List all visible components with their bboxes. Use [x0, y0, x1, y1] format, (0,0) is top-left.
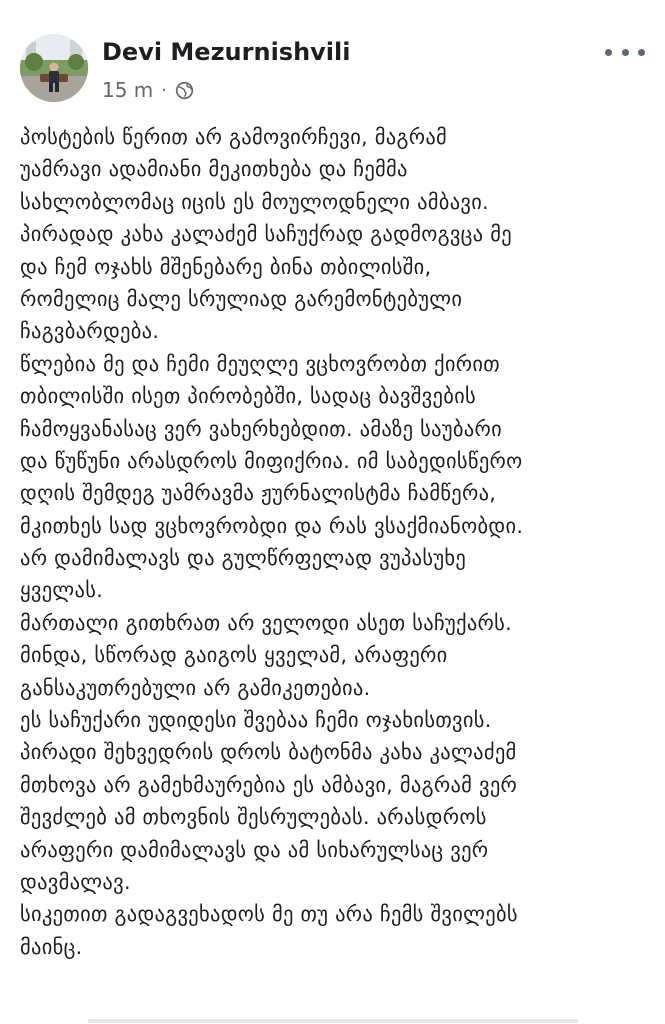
- post-text-line: წლებია მე და ჩემი მეუღლე ვცხოვრობთ ქირით: [20, 351, 500, 376]
- post-text-line: მართალი გითხრათ არ ველოდი ასეთ საჩუქარს.: [20, 610, 512, 635]
- post-text-line: მინდა, სწორად გაიგოს ყველამ, არაფერი: [20, 643, 448, 668]
- post-text-line: და წუწუნი არასდროს მიფიქრია. იმ საბედისწერო: [20, 448, 523, 473]
- bottom-divider: [88, 1019, 578, 1023]
- post-text-line: დღის შემდეგ უამრავმა ჟურნალისტმა ჩამწერა,: [20, 481, 497, 506]
- more-dots-icon: [605, 49, 612, 56]
- post-text-line: რომელიც მალე სრულიად გარემონტებული: [20, 286, 463, 311]
- post-text-line: და ჩემ ოჯახს მშენებარე ბინა თბილისში,: [20, 254, 432, 279]
- author-avatar[interactable]: [20, 34, 88, 102]
- post-text-line: დავმალავ.: [20, 869, 131, 894]
- meta-separator: ·: [161, 79, 168, 101]
- post-meta: [102, 78, 194, 102]
- post-text-line: სიკეთით გადაგვეხადოს მე თუ არა ჩემს შვილებს: [20, 902, 518, 927]
- post-timestamp[interactable]: 15 m: [102, 78, 154, 102]
- post-text-line: პირადი შეხვედრის დროს ბატონმა კახა კალაძემ: [20, 740, 517, 765]
- post-text-line: ყველას.: [20, 578, 104, 603]
- post-text-line: არაფერი დამიმალავს და ამ სიხარულსაც ვერ: [20, 837, 489, 862]
- more-dots-icon: [622, 49, 629, 56]
- post-text-line: ჩაგვბარდება.: [20, 319, 160, 344]
- post-text-line: მაინც.: [20, 934, 83, 959]
- post-text-line: პოსტების წერით არ გამოვირჩევი, მაგრამ: [20, 125, 448, 149]
- post-text-line: სახლობლომაც იცის ეს მოულოდნელი ამბავი.: [20, 189, 489, 214]
- post-text-line: პირადად კახა კალაძემ საჩუქრად გადმოგვცა მე: [20, 222, 512, 247]
- post-text-line: მკითხეს სად ვცხოვრობდი და რას ვსაქმიანობდი.: [20, 513, 524, 538]
- globe-icon[interactable]: [175, 81, 194, 100]
- post-text-line: ჩამოყვანასაც ვერ ვახერხებდით. ამაზე საუბარი: [20, 416, 503, 441]
- avatar-photo: [20, 34, 88, 102]
- post-text-line: თბილისში ისეთ პირობებში, სადაც ბავშვების: [20, 384, 477, 409]
- post-text-line: არ დამიმალავს და გულწრფელად ვუპასუხე: [20, 546, 467, 571]
- post-header: [20, 34, 645, 106]
- post-text-line: მთხოვა არ გამეხმაურებია ეს ამბავი, მაგრამ ვერ: [20, 772, 518, 797]
- post-text: [20, 121, 650, 963]
- post-text-line: შევძლებ ამ თხოვნის შესრულებას. არასდროს: [20, 805, 487, 830]
- post-text-line: ეს საჩუქარი უდიდესი შვებაა ჩემი ოჯახისთვის.: [20, 708, 492, 733]
- more-dots-icon: [638, 49, 645, 56]
- author-name[interactable]: Devi Mezurnishvili: [102, 38, 351, 66]
- post-text-line: უამრავი ადამიანი მეკითხება და ჩემმა: [20, 157, 408, 182]
- more-options-button[interactable]: [605, 40, 645, 64]
- post-text-line: განსაკუთრებული არ გამიკეთებია.: [20, 675, 371, 700]
